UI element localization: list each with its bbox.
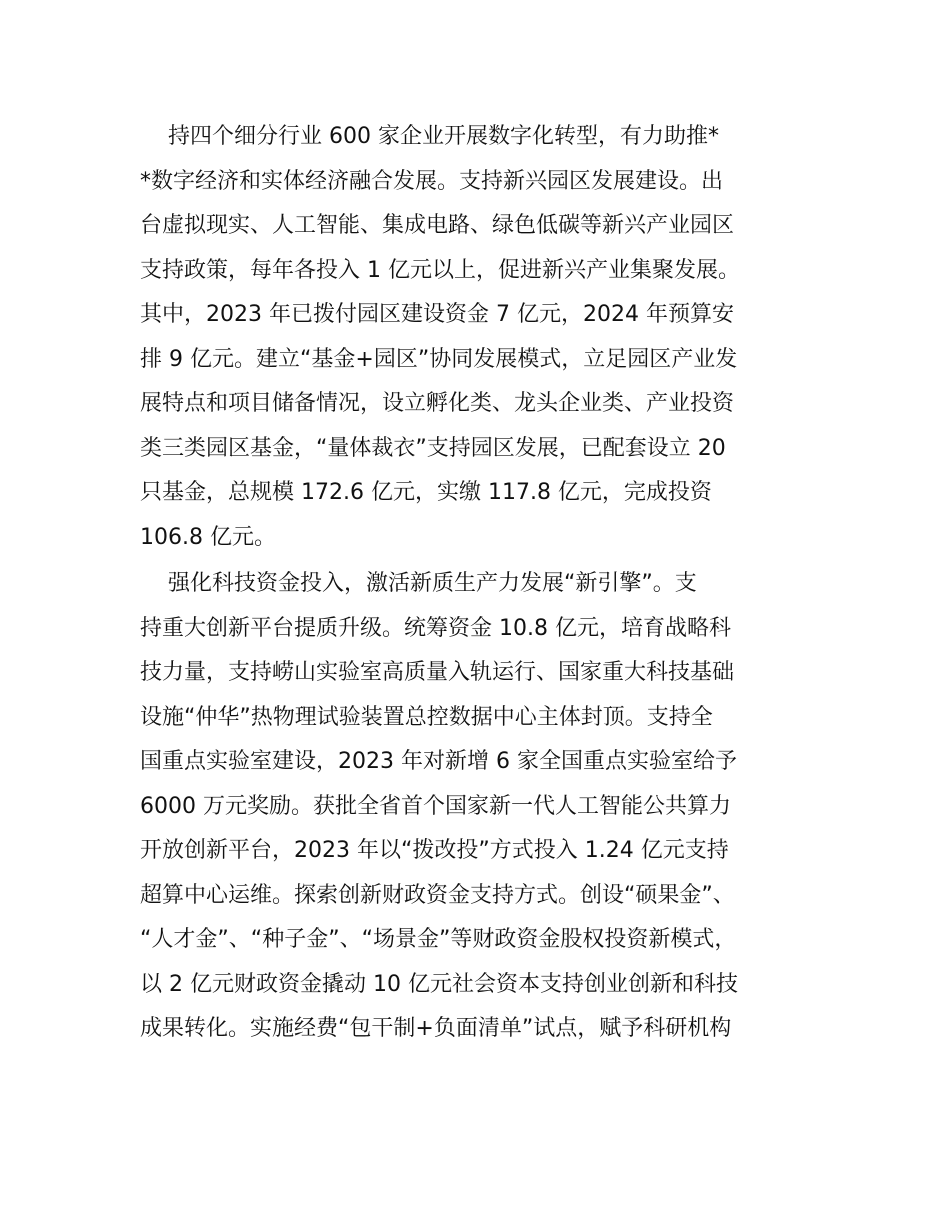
text-line: 开放创新平台，2023 年以“拨改投”方式投入 1.24 亿元支持 xyxy=(140,838,729,863)
text-line: 6000 万元奖励。获批全省首个国家新一代人工智能公共算力 xyxy=(140,793,731,819)
text-line: 类三类园区基金，“量体裁衣”支持园区发展，已配套设立 20 xyxy=(140,435,726,461)
text-line: 持四个细分行业 600 家企业开展数字化转型，有力助推* xyxy=(140,124,719,149)
text-line: *数字经济和实体经济融合发展。支持新兴园区发展建设。出 xyxy=(140,168,724,194)
paragraph-tech-funding xyxy=(140,562,840,1052)
text-line: 展特点和项目储备情况，设立孵化类、龙头企业类、产业投资 xyxy=(140,391,735,416)
text-line: “人才金”、“种子金”、“场景金”等财政资金股权投资新模式， xyxy=(140,927,737,952)
text-line: 台虚拟现实、人工智能、集成电路、绿色低碳等新兴产业园区 xyxy=(140,213,735,238)
text-line: 成果转化。实施经费“包干制+负面清单”试点，赋予科研机构 xyxy=(140,1016,732,1041)
text-line: 技力量，支持崂山实验室高质量入轨运行、国家重大科技基础 xyxy=(140,660,735,685)
text-line: 超算中心运维。探索创新财政资金支持方式。创设“硕果金”、 xyxy=(140,882,735,908)
paragraph-digital-economy xyxy=(140,115,840,560)
text-line: 国重点实验室建设，2023 年对新增 6 家全国重点实验室给予 xyxy=(140,749,737,774)
text-line: 其中，2023 年已拨付园区建设资金 7 亿元，2024 年预算安 xyxy=(140,302,734,327)
text-line: 以 2 亿元财政资金撬动 10 亿元社会资本支持创业创新和科技 xyxy=(140,971,738,997)
text-line: 106.8 亿元。 xyxy=(140,524,276,550)
text-line: 强化科技资金投入，激活新质生产力发展“新引擎”。支 xyxy=(140,571,697,596)
text-line: 持重大创新平台提质升级。统筹资金 10.8 亿元，培育战略科 xyxy=(140,615,731,641)
text-line: 只基金，总规模 172.6 亿元，实缴 117.8 亿元，完成投资 xyxy=(140,480,712,505)
text-line: 支持政策，每年各投入 1 亿元以上，促进新兴产业集聚发展。 xyxy=(140,257,740,283)
text-line: 排 9 亿元。建立“基金+园区”协同发展模式，立足园区产业发 xyxy=(140,346,738,372)
text-line: 设施“仲华”热物理试验装置总控数据中心主体封顶。支持全 xyxy=(140,704,713,730)
